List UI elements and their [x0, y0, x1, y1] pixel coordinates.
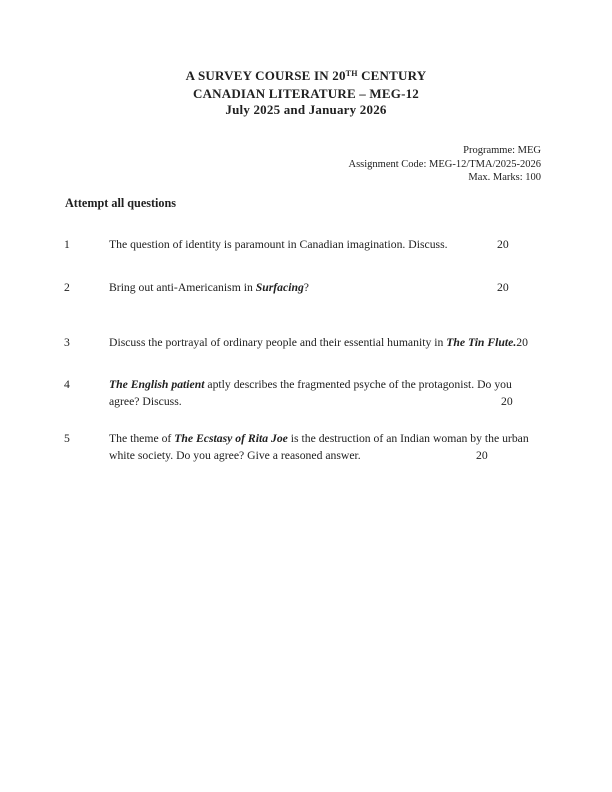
- question-line: agree? Discuss.: [109, 395, 182, 408]
- title-line-1: A SURVEY COURSE IN 20TH CENTURY: [185, 68, 427, 83]
- question-row-2: [64, 279, 554, 296]
- question-number: 5: [64, 432, 70, 445]
- question-number: 4: [64, 378, 70, 391]
- question-number: 3: [64, 336, 70, 349]
- question-marks: 20: [476, 449, 488, 462]
- question-line: [109, 334, 554, 351]
- question-text: [109, 279, 554, 296]
- question-line: white society. Do you agree? Give a reasoned answer.: [109, 449, 361, 462]
- question-line: The question of identity is paramount in Canadian imagination. Discuss.: [109, 238, 448, 251]
- question-number: 2: [64, 281, 70, 294]
- assignment-meta: [349, 144, 542, 185]
- question-text: [109, 376, 554, 410]
- programme-line: Programme: MEG: [463, 145, 541, 156]
- question-marks: 20: [516, 336, 528, 349]
- title-line-2: CANADIAN LITERATURE – MEG-12: [192, 86, 419, 101]
- max-marks-line: Max. Marks: 100: [468, 172, 541, 183]
- question-line: The English patient aptly describes the fragmented psyche of the protagonist. Do you: [109, 378, 512, 391]
- title-line-3: July 2025 and January 2026: [225, 102, 387, 117]
- question-line: The theme of The Ecstasy of Rita Joe is the destruction of an Indian woman by the urban: [109, 432, 529, 445]
- question-marks: 20: [497, 238, 509, 251]
- question-marks: 20: [501, 395, 513, 408]
- instruction-text: Attempt all questions: [65, 196, 177, 210]
- question-row-5: [64, 430, 554, 464]
- question-number: 1: [64, 238, 70, 251]
- page-title: [0, 68, 612, 118]
- question-row-1: [64, 236, 554, 253]
- question-row-3: [64, 334, 554, 351]
- question-row-4: [64, 376, 554, 410]
- assignment-code-line: Assignment Code: MEG-12/TMA/2025-2026: [348, 158, 541, 170]
- question-text: [109, 236, 554, 253]
- question-line: Bring out anti-Americanism in Surfacing?: [109, 281, 309, 294]
- question-text: [109, 430, 554, 464]
- question-line-runs: Discuss the portrayal of ordinary people and their essential humanity in The Tin Flute.: [109, 336, 517, 349]
- question-marks: 20: [497, 281, 509, 294]
- question-text: [109, 334, 554, 351]
